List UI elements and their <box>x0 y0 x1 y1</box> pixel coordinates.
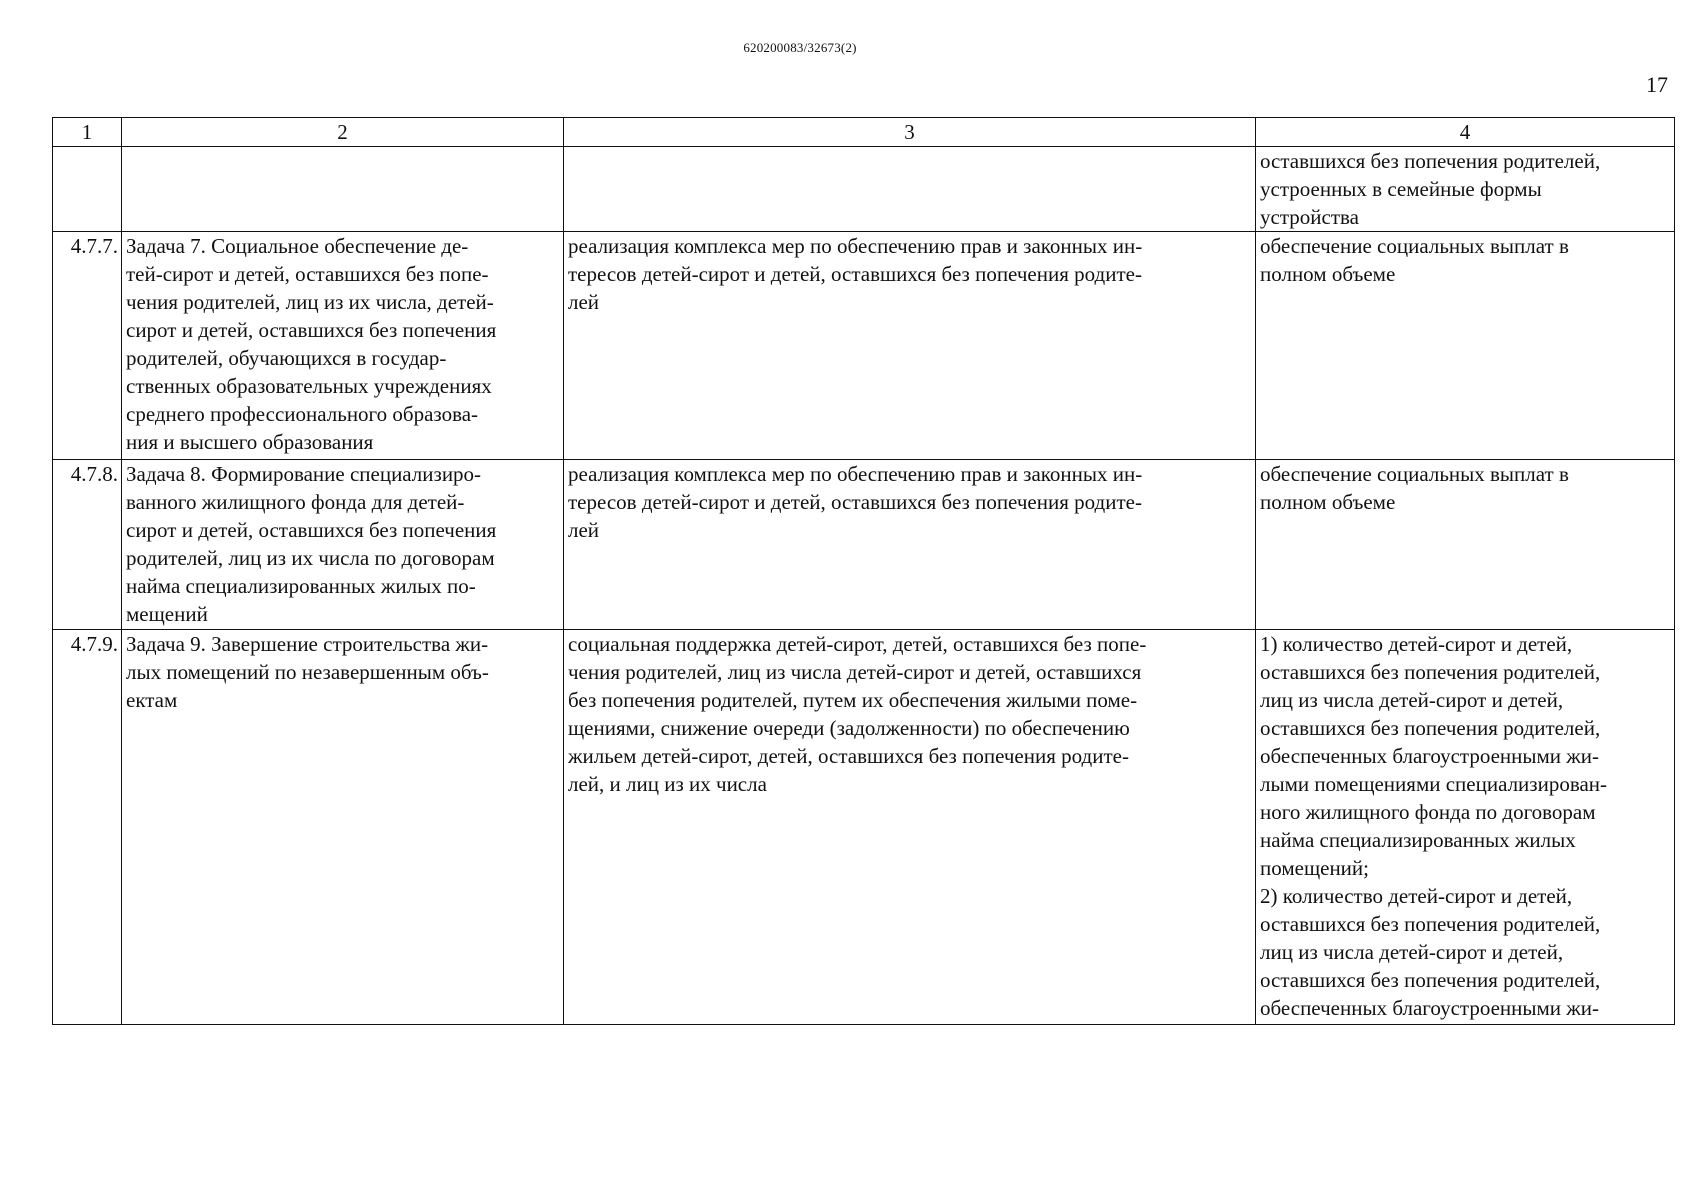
content-cell: социальная поддержка детей-сирот, детей, оставшихся без попе- чения родителей, лиц из числа детей-сирот и детей, оставшихся без попечения родителей, путем их обеспечения жилыми поме- щениями, снижение очереди (задолженности) по обеспечению жильем детей-сирот, детей, оставшихся без попечения родите- лей, и лиц из их числа <box>564 630 1256 1025</box>
page-number: 17 <box>1646 72 1668 97</box>
content-cell <box>564 147 1256 232</box>
result-cell: обеспечение социальных выплат в полном объеме <box>1256 460 1675 630</box>
column-header-2: 2 <box>122 118 564 147</box>
table-row <box>53 147 1675 232</box>
content-cell: реализация комплекса мер по обеспечению прав и законных ин- тересов детей-сирот и детей, оставшихся без попечения родите- лей <box>564 232 1256 460</box>
column-header-4: 4 <box>1256 118 1675 147</box>
content-cell: реализация комплекса мер по обеспечению прав и законных ин- тересов детей-сирот и детей, оставшихся без попечения родите- лей <box>564 460 1256 630</box>
result-cell: оставшихся без попечения родителей, устроенных в семейные формы устройства <box>1256 147 1675 232</box>
row-number-cell: 4.7.7. <box>53 232 122 460</box>
task-cell: Задача 8. Формирование специализиро- ванного жилищного фонда для детей- сирот и детей, оставшихся без попечения родителей, лиц из их числа по договорам найма специализированных жилых по- мещений <box>122 460 564 630</box>
row-number-cell: 4.7.9. <box>53 630 122 1025</box>
table-header-row <box>53 118 1675 147</box>
task-cell: Задача 7. Социальное обеспечение де- тей-сирот и детей, оставшихся без попе- чения родителей, лиц из их числа, детей- сирот и детей, оставшихся без попечения родителей, обучающихся в государ- ственных образовательных учреждениях среднего профессионального образова- ния и высшего образования <box>122 232 564 460</box>
program-tasks-table <box>52 117 1675 1025</box>
task-cell: Задача 9. Завершение строительства жи- лых помещений по незавершенным объ- ектам <box>122 630 564 1025</box>
column-header-1: 1 <box>53 118 122 147</box>
column-header-3: 3 <box>564 118 1256 147</box>
row-number-cell: 4.7.8. <box>53 460 122 630</box>
table-row <box>53 460 1675 630</box>
task-cell <box>122 147 564 232</box>
row-number-cell <box>53 147 122 232</box>
table-row <box>53 630 1675 1025</box>
document-id: 620200083/32673(2) <box>743 40 857 55</box>
result-cell: 1) количество детей-сирот и детей, оставшихся без попечения родителей, лиц из числа детей-сирот и детей, оставшихся без попечения родителей, обеспеченных благоустроенными жи- лыми помещениями специализирован- ного жилищного фонда по договорам найма специализированных жилых помещений; 2) количество детей-сирот и детей, оставшихся без попечения родителей, лиц из числа детей-сирот и детей, оставшихся без попечения родителей, обеспеченных благоустроенными жи- <box>1256 630 1675 1025</box>
table-row <box>53 232 1675 460</box>
result-cell: обеспечение социальных выплат в полном объеме <box>1256 232 1675 460</box>
